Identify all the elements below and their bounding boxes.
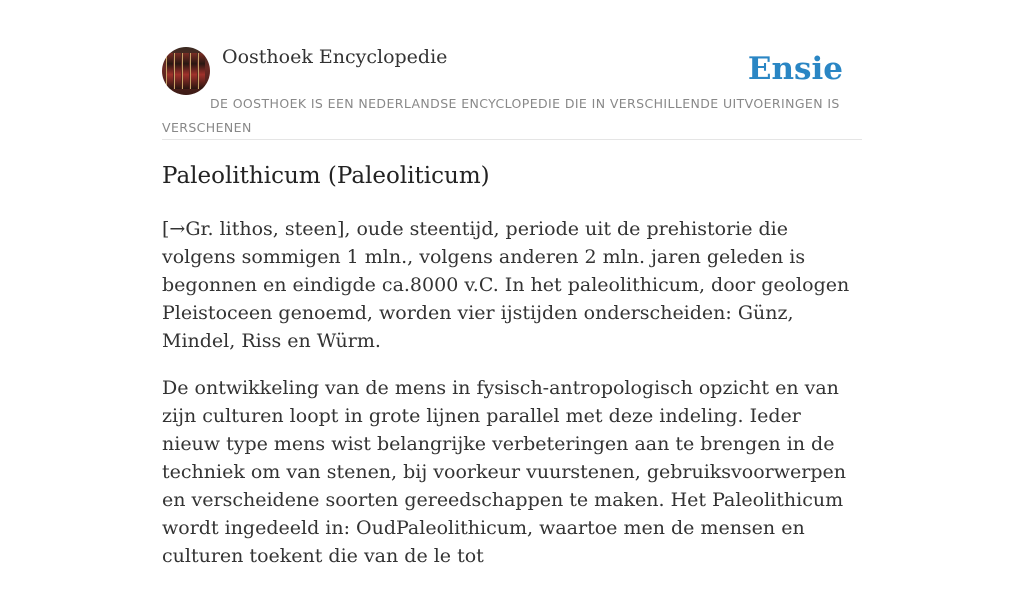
ensie-logo-link[interactable]: Ensie <box>747 51 843 87</box>
article-paragraph: De ontwikkeling van de mens in fysisch-antropologisch opzicht en van zijn culturen loopt in grote lijnen parallel met deze indeling. Ieder nieuw type mens wist belangrijke verbeteringen aan te brengen in de techniek om van stenen, bij voorkeur vuurstenen, gebruiksvoorwerpen en verscheidene soorten gereedschappen te maken. Het Paleolithicum wordt ingedeeld in: OudPaleolithicum, waartoe men de mensen en culturen toekent die van de le tot <box>162 377 846 567</box>
site-header <box>162 46 862 140</box>
article-paragraph: [→Gr. lithos, steen], oude steentijd, periode uit de prehistorie die volgens sommigen 1 mln., volgens anderen 2 mln. jaren geleden is begonnen en eindigde ca.8000 v.C. In het paleolithicum, door geologen Pleistoceen genoemd, worden vier ijstijden onderscheiden: Günz, Mindel, Riss en Würm. <box>162 218 850 352</box>
article-title: Paleolithicum (Paleoliticum) <box>162 163 490 189</box>
encyclopedia-books-icon[interactable] <box>162 47 210 95</box>
source-name-link[interactable]: Oosthoek Encyclopedie <box>222 46 448 68</box>
source-tagline: DE OOSTHOEK IS EEN NEDERLANDSE ENCYCLOPEDIE DIE IN VERSCHILLENDE UITVOERINGEN IS VERSCHENEN <box>162 96 840 135</box>
article-body <box>162 215 862 589</box>
